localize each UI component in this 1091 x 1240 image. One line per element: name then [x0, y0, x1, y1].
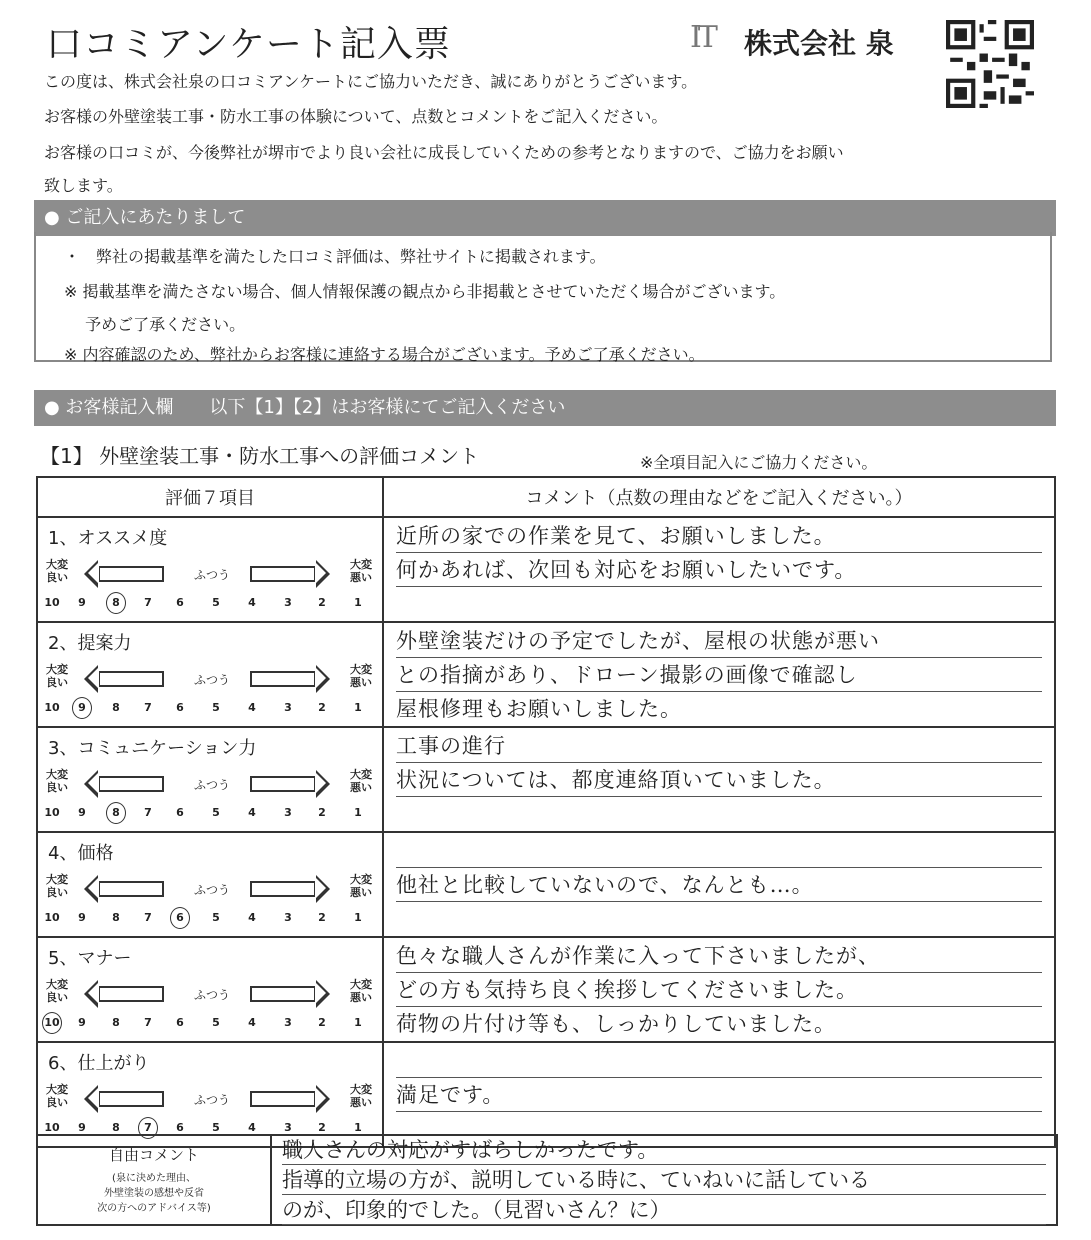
comment-cell[interactable]: [383, 622, 1055, 727]
rating-item-name: 3、コミュニケーション力: [48, 738, 257, 759]
comment-line[interactable]: 荷物の片付け等も、しっかりしていました。: [396, 1012, 836, 1036]
score-option[interactable]: 10: [44, 1121, 60, 1134]
comment-line[interactable]: 満足です。: [396, 1079, 1042, 1112]
column-header-comment: コメント（点数の理由などをご記入ください。）: [383, 477, 1055, 517]
score-option[interactable]: 6: [176, 596, 184, 609]
score-option[interactable]: 2: [318, 1121, 326, 1134]
score-option[interactable]: 2: [318, 596, 326, 609]
score-option[interactable]: 2: [318, 911, 326, 924]
company-name: 株式会社 泉: [744, 27, 894, 60]
score-option[interactable]: 10: [44, 701, 60, 714]
page-title: 口コミアンケート記入票: [46, 24, 451, 65]
rating-item-cell: [37, 832, 383, 937]
score-option[interactable]: 4: [248, 596, 256, 609]
good-label: 大変良い: [46, 1083, 68, 1109]
comment-line[interactable]: 工事の進行: [396, 730, 1042, 763]
free-comment-box[interactable]: [36, 1134, 1058, 1226]
comment-line[interactable]: [396, 835, 1042, 868]
neutral-label: ふつう: [194, 568, 231, 582]
bad-label: 大変悪い: [350, 978, 372, 1004]
score-selected[interactable]: 8: [106, 802, 126, 824]
score-option[interactable]: 8: [112, 1121, 120, 1134]
score-option[interactable]: 4: [248, 806, 256, 819]
score-option[interactable]: 9: [78, 596, 86, 609]
score-option[interactable]: 1: [354, 596, 362, 609]
score-option[interactable]: 2: [318, 1016, 326, 1029]
arrow-right-icon: [250, 776, 316, 792]
neutral-label: ふつう: [194, 883, 231, 897]
score-option[interactable]: 5: [212, 1121, 220, 1134]
comment-line[interactable]: 色々な職人さんが作業に入って下さいましたが、: [396, 940, 1042, 973]
free-comment-hint: 次の方へのアドバイス等): [97, 1203, 211, 1214]
score-option[interactable]: 3: [284, 596, 292, 609]
score-option[interactable]: 9: [78, 1016, 86, 1029]
required-note: ※全項目記入にご協力ください。: [640, 453, 878, 472]
score-option[interactable]: 2: [318, 806, 326, 819]
good-label: 大変良い: [46, 873, 68, 899]
arrow-right-icon: [250, 1091, 316, 1107]
score-selected[interactable]: 10: [42, 1012, 62, 1034]
neutral-label: ふつう: [194, 988, 231, 1002]
score-option[interactable]: 1: [354, 701, 362, 714]
comment-line[interactable]: 外壁塗装だけの予定でしたが、屋根の状態が悪い: [396, 625, 1042, 658]
free-comment-hint: (泉に決めた理由、: [112, 1173, 196, 1184]
free-comment-line[interactable]: 指導的立場の方が、説明している時に、ていねいに話している: [282, 1166, 1046, 1195]
score-option[interactable]: 5: [212, 911, 220, 924]
notes-heading: ● ご記入にあたりまして: [34, 200, 1056, 236]
column-header-items: 評価７項目: [37, 477, 383, 517]
free-comment-line[interactable]: 職人さんの対応がすばらしかったです。: [282, 1136, 1046, 1165]
note-line: ・ 弊社の掲載基準を満たした口コミ評価は、弊社サイトに掲載されます。: [64, 247, 606, 266]
note-line: 予めご了承ください。: [64, 315, 246, 334]
score-option[interactable]: 7: [144, 596, 152, 609]
arrow-right-icon: [250, 986, 316, 1002]
rating-item-cell: [37, 622, 383, 727]
score-scale: [42, 1016, 378, 1030]
free-comment-label-cell: [38, 1136, 272, 1224]
score-option[interactable]: 9: [78, 806, 86, 819]
evaluation-table: [36, 476, 1056, 1148]
score-option[interactable]: 6: [176, 806, 184, 819]
bad-label: 大変悪い: [350, 558, 372, 584]
score-option[interactable]: 5: [212, 596, 220, 609]
intro-line: この度は、株式会社泉の口コミアンケートにご協力いただき、誠にありがとうございます。: [44, 72, 698, 91]
comment-cell[interactable]: [383, 517, 1055, 622]
free-comment-line[interactable]: のが、印象的でした。（見習いさん？に）: [282, 1196, 1046, 1225]
neutral-label: ふつう: [194, 673, 231, 687]
company-logo: IT: [690, 20, 714, 55]
free-comment-label: 自由コメント: [108, 1146, 199, 1164]
rating-item-name: 1、オススメ度: [48, 528, 168, 549]
intro-line: お客様の外壁塗装工事・防水工事の体験について、点数とコメントをご記入ください。: [44, 107, 668, 126]
rating-item-name: 2、提案力: [48, 633, 132, 654]
good-label: 大変良い: [46, 978, 68, 1004]
rating-item-name: 4、価格: [48, 843, 114, 864]
arrow-left-icon: [98, 1091, 164, 1107]
rating-item-cell: [37, 517, 383, 622]
score-option[interactable]: 7: [144, 1016, 152, 1029]
score-option[interactable]: 6: [176, 1121, 184, 1134]
good-label: 大変良い: [46, 558, 68, 584]
score-option[interactable]: 9: [78, 1121, 86, 1134]
comment-line[interactable]: との指摘があり、ドローン撮影の画像で確認し: [396, 659, 1042, 692]
score-selected[interactable]: 9: [72, 697, 92, 719]
score-option[interactable]: 8: [112, 1016, 120, 1029]
good-label: 大変良い: [46, 768, 68, 794]
note-line: ※ 掲載基準を満たさない場合、個人情報保護の観点から非掲載とさせていただく場合がございます。: [64, 282, 786, 301]
arrow-right-icon: [250, 881, 316, 897]
rating-item-name: 6、仕上がり: [48, 1053, 150, 1074]
score-option[interactable]: 6: [176, 1016, 184, 1029]
score-option[interactable]: 1: [354, 1121, 362, 1134]
score-option[interactable]: 8: [112, 911, 120, 924]
score-option[interactable]: 7: [144, 701, 152, 714]
score-selected[interactable]: 7: [138, 1117, 158, 1139]
score-option[interactable]: 10: [44, 596, 60, 609]
score-selected[interactable]: 6: [170, 907, 190, 929]
rating-item-cell: [37, 937, 383, 1042]
arrow-right-icon: [250, 671, 316, 687]
rating-item-cell: [37, 727, 383, 832]
comment-line[interactable]: どの方も気持ち良く挨拶してくださいました。: [396, 974, 1042, 1007]
score-option[interactable]: 1: [354, 911, 362, 924]
arrow-left-icon: [98, 566, 164, 582]
score-option[interactable]: 4: [248, 911, 256, 924]
score-option[interactable]: 2: [318, 701, 326, 714]
score-option[interactable]: 3: [284, 1121, 292, 1134]
qr-code-icon[interactable]: [946, 20, 1034, 108]
bad-label: 大変悪い: [350, 663, 372, 689]
comment-cell[interactable]: [383, 937, 1055, 1042]
bad-label: 大変悪い: [350, 1083, 372, 1109]
arrow-left-icon: [98, 671, 164, 687]
rating-item-name: 5、マナー: [48, 948, 132, 969]
bad-label: 大変悪い: [350, 768, 372, 794]
score-scale: [42, 1121, 378, 1135]
intro-line: 致します。: [44, 176, 123, 195]
comment-line[interactable]: [396, 903, 1042, 935]
score-option[interactable]: 3: [284, 701, 292, 714]
score-option[interactable]: 9: [78, 911, 86, 924]
score-scale: [42, 911, 378, 925]
good-label: 大変良い: [46, 663, 68, 689]
score-option[interactable]: 4: [248, 701, 256, 714]
free-comment-hint: 外壁塗装の感想や反省: [104, 1188, 204, 1199]
score-option[interactable]: 4: [248, 1016, 256, 1029]
neutral-label: ふつう: [194, 1093, 231, 1107]
bad-label: 大変悪い: [350, 873, 372, 899]
section-1-title: 【1】 外壁塗装工事・防水工事への評価コメント: [40, 444, 480, 468]
score-option[interactable]: 5: [212, 701, 220, 714]
comment-line[interactable]: [396, 1045, 1042, 1078]
score-scale: [42, 701, 378, 715]
comment-line[interactable]: 屋根修理もお願いしました。: [396, 697, 682, 721]
score-selected[interactable]: 8: [106, 592, 126, 614]
note-line: ※ 内容確認のため、弊社からお客様に連絡する場合がございます。予めご了承ください。: [64, 345, 705, 364]
customer-heading: ● お客様記入欄 以下【1】【2】はお客様にてご記入ください: [34, 390, 1056, 426]
intro-line: お客様の口コミが、今後弊社が堺市でより良い会社に成長していくための参考となりますので、ご協力をお願い: [44, 143, 844, 162]
comment-line[interactable]: 何かあれば、次回も対応をお願いしたいです。: [396, 554, 1042, 587]
score-option[interactable]: 5: [212, 806, 220, 819]
score-option[interactable]: 3: [284, 911, 292, 924]
comment-line[interactable]: [396, 798, 1042, 830]
score-option[interactable]: 1: [354, 806, 362, 819]
score-option[interactable]: 8: [112, 701, 120, 714]
comment-line[interactable]: 他社と比較していないので、なんとも…。: [396, 869, 1042, 902]
score-scale: [42, 806, 378, 820]
rating-item-cell: [37, 1042, 383, 1147]
neutral-label: ふつう: [194, 778, 231, 792]
arrow-left-icon: [98, 881, 164, 897]
score-option[interactable]: 4: [248, 1121, 256, 1134]
comment-line[interactable]: 状況については、都度連絡頂いていました。: [396, 764, 1042, 797]
score-option[interactable]: 6: [176, 701, 184, 714]
score-scale: [42, 596, 378, 610]
comment-line[interactable]: 近所の家での作業を見て、お願いしました。: [396, 520, 1042, 553]
comment-cell[interactable]: [383, 1042, 1055, 1147]
comment-cell[interactable]: [383, 727, 1055, 832]
score-option[interactable]: 5: [212, 1016, 220, 1029]
score-option[interactable]: 7: [144, 911, 152, 924]
score-option[interactable]: 3: [284, 806, 292, 819]
arrow-left-icon: [98, 986, 164, 1002]
score-option[interactable]: 7: [144, 806, 152, 819]
comment-line[interactable]: [396, 588, 1042, 620]
comment-cell[interactable]: [383, 832, 1055, 937]
score-option[interactable]: 10: [44, 806, 60, 819]
score-option[interactable]: 10: [44, 911, 60, 924]
arrow-left-icon: [98, 776, 164, 792]
score-option[interactable]: 1: [354, 1016, 362, 1029]
arrow-right-icon: [250, 566, 316, 582]
score-option[interactable]: 3: [284, 1016, 292, 1029]
